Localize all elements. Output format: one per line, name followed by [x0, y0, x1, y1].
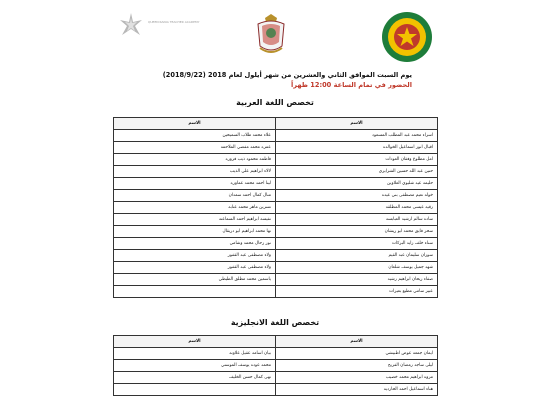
name-cell: ساده سالم ارشيد العبابسه: [276, 214, 438, 226]
name-cell: ايمان جمعه عوض اطبيشي: [276, 348, 438, 360]
name-cell: علاء محمد طلاب السميحين: [114, 130, 276, 142]
army-emblem-icon: [380, 10, 434, 64]
name-cell: نها محمد ابراهيم ابو دريقال: [114, 226, 276, 238]
name-cell: لينا احمد محمد عماوره: [114, 178, 276, 190]
name-cell: [114, 286, 276, 298]
name-cell: صفاء ريحان ابراهيم رشيد: [276, 274, 438, 286]
arabic-names-table: [113, 117, 438, 298]
armed-forces-emblem: [380, 10, 434, 64]
name-cell: محمد عوده يوسف الموستي: [114, 360, 276, 372]
name-cell: ليلى ساجد رمضان الفريح: [276, 360, 438, 372]
column-header: الاسم: [276, 118, 438, 130]
name-cell: رقيه عيسى محمد المطلقه: [276, 202, 438, 214]
table-row: [114, 178, 438, 190]
name-cell: اقبال انور اسماعيل الخوالده: [276, 142, 438, 154]
name-cell: سناء خلف زايد البركات: [276, 238, 438, 250]
jordan-crest-logo: [252, 12, 290, 56]
table-row: [114, 190, 438, 202]
queen-academy-wordmark: QUEEN RANIA TEACHER ACADEMY: [148, 20, 200, 24]
name-cell: ياسمين محمد مطلق الطيطي: [114, 274, 276, 286]
section-title-english: تخصص اللغة الانجليزية: [230, 318, 320, 327]
table-row: [114, 142, 438, 154]
name-cell: نفيسه ابراهيم احمد السماعنه: [114, 214, 276, 226]
table-row: [114, 130, 438, 142]
name-cell: سحر فايق محمد ابو ريشان: [276, 226, 438, 238]
table-row: [114, 166, 438, 178]
name-cell: خوله نعيم مصطفى بني عيده: [276, 190, 438, 202]
table-header-row: [114, 336, 438, 348]
name-cell: ولاء مصطفى عبد القفور: [114, 262, 276, 274]
name-cell: ولاء مصطفى عبد القفور: [114, 250, 276, 262]
crest-icon: [252, 12, 290, 56]
name-cell: هناء اسماعيل احمد الحارديه: [276, 384, 438, 396]
name-cell: حنين عبد الله حسين الشرايري: [276, 166, 438, 178]
column-header: الاسم: [276, 336, 438, 348]
table-row: [114, 360, 438, 372]
table-row: [114, 226, 438, 238]
name-cell: شهد جميل يوسف شلعان: [276, 262, 438, 274]
table-row: [114, 286, 438, 298]
table-row: [114, 154, 438, 166]
name-cell: مروه ابراهيم محمد خضيب: [276, 372, 438, 384]
table-row: [114, 372, 438, 384]
name-cell: سوزان سليمان عبد القيم: [276, 250, 438, 262]
star-emblem-icon: [118, 12, 144, 38]
column-header: الاسم: [114, 118, 276, 130]
name-cell: عمره محمد مفضي الملاحمه: [114, 142, 276, 154]
table-row: [114, 384, 438, 396]
name-cell: نور زحال محمد وشامي: [114, 238, 276, 250]
english-names-table: [113, 335, 438, 396]
table-row: [114, 274, 438, 286]
table-row: [114, 214, 438, 226]
name-cell: بيان اسامه عقيل علاونه: [114, 348, 276, 360]
column-header: الاسم: [114, 336, 276, 348]
name-cell: حليمه عيد شليوي العلاوين: [276, 178, 438, 190]
attendance-time-line: الحضور في تمام الساعة 12:00 ظهراً: [291, 81, 412, 89]
name-cell: نسرين ماهر محمد عنابه: [114, 202, 276, 214]
name-cell: عبير سامي مطيع بعيرات: [276, 286, 438, 298]
queen-rania-academy-logo: [118, 12, 198, 62]
name-cell: منال كمال احمد سمدان: [114, 190, 276, 202]
date-line: يوم السبت الموافق الثاني والعشرين من شهر أيلول لعام 2018 (2018/9/22): [162, 71, 412, 79]
section-title-arabic: تخصص اللغة العربية: [236, 98, 314, 107]
table-row: [114, 202, 438, 214]
name-cell: فاطمه محمود ذيب فروره: [114, 154, 276, 166]
name-cell: اسراء محمد عبد المطلب المسعود: [276, 130, 438, 142]
table-row: [114, 262, 438, 274]
table-row: [114, 348, 438, 360]
table-row: [114, 238, 438, 250]
name-cell: امل مطلوع وفقان العودات: [276, 154, 438, 166]
name-cell: [114, 384, 276, 396]
name-cell: لالاء ابراهيم علي الذيب: [114, 166, 276, 178]
table-header-row: [114, 118, 438, 130]
table-row: [114, 250, 438, 262]
name-cell: نهى كمال حسن الخليف: [114, 372, 276, 384]
